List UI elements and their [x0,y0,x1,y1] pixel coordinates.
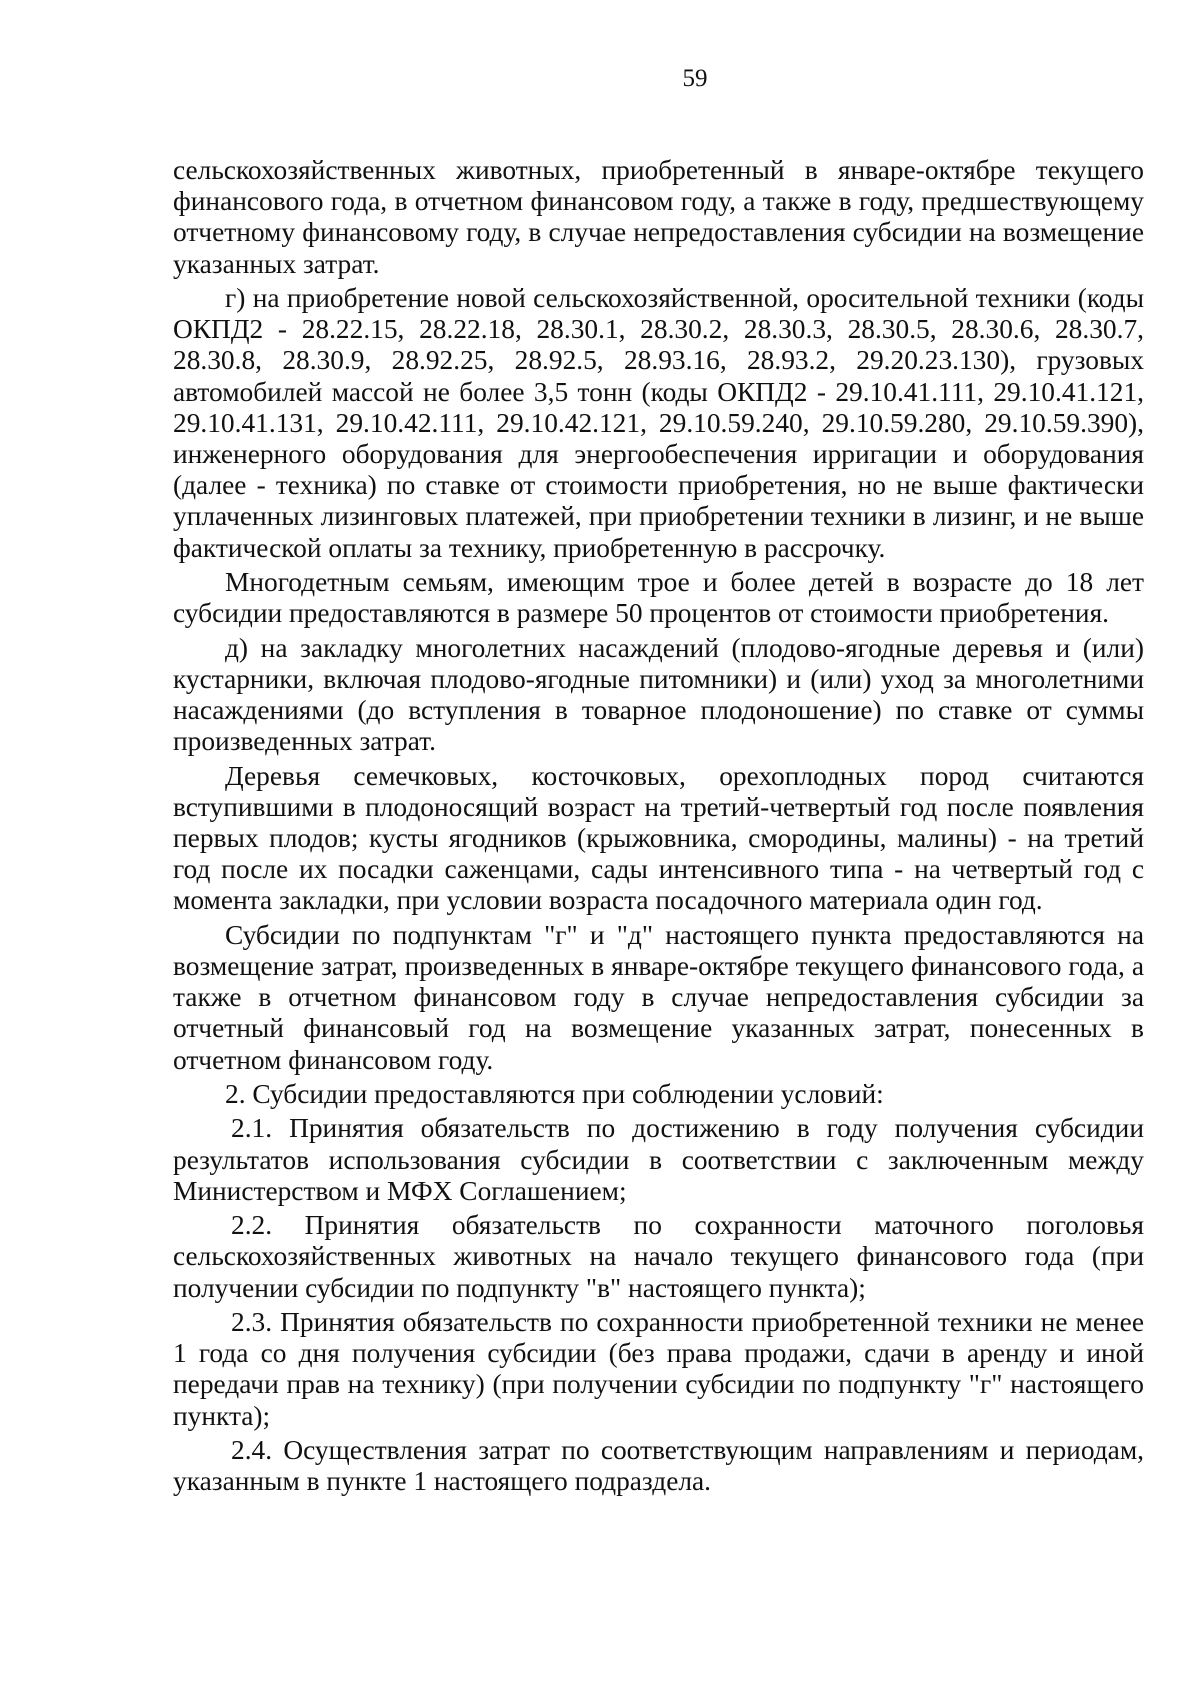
paragraph-fruit-trees: Деревья семечковых, косточковых, орехоплодных пород считаются вступившими в плодоносящий возраст на третий-четвертый год после появления первых плодов; кусты ягодников (крыжовника, смородины, малины) - на третий год после их посадки саженцами, сады интенсивного типа - на четвертый год с момента закладки, при условии возраста посадочного материала один год. [173,760,1144,916]
paragraph-continuation: сельскохозяйственных животных, приобретенный в январе-октябре текущего финансового года, в отчетном финансовом году, а также в году, предшествующему отчетному финансовому году, в случае непредоставления субсидии на возмещение указанных затрат. [173,155,1144,279]
paragraph-large-families: Многодетным семьям, имеющим трое и более детей в возрасте до 18 лет субсидии предоставляются в размере 50 процентов от стоимости приобретения. [173,567,1144,629]
document-body [173,155,1144,1501]
paragraph-item-2-2: 2.2. Принятия обязательств по сохранности маточного поголовья сельскохозяйственных животных на начало текущего финансового года (при получении субсидии по подпункту "в" настоящего пункта); [173,1210,1144,1303]
paragraph-subitem-d: д) на закладку многолетних насаждений (плодово-ягодные деревья и (или) кустарники, включая плодово-ягодные питомники) и (или) уход за многолетними насаждениями (до вступления в товарное плодоношение) по ставке от суммы произведенных затрат. [173,632,1144,757]
paragraph-item-2-4: 2.4. Осуществления затрат по соответствующим направлениям и периодам, указанным в пункте 1 настоящего подраздела. [173,1435,1144,1497]
page-number-text: 59 [682,65,708,92]
paragraph-item-2: 2. Субсидии предоставляются при соблюдении условий: [225,1079,884,1110]
page-number [0,64,1200,94]
paragraph-item-2-3: 2.3. Принятия обязательств по сохранности приобретенной техники не менее 1 года со дня получения субсидии (без права продажи, сдачи в аренду и иной передачи прав на технику) (при получении субсидии по подпункту "г" настоящего пункта); [173,1307,1144,1431]
paragraph-subitem-g: г) на приобретение новой сельскохозяйственной, оросительной техники (коды ОКПД2 - 28.22.15, 28.22.18, 28.30.1, 28.30.2, 28.30.3, 28.30.5, 28.30.6, 28.30.7, 28.30.8, 28.30.9, 28.92.25, 28.92.5, 28.93.16, 28.93.2, 29.20.23.130), грузовых автомобилей массой не более 3,5 тонн (коды ОКПД2 - 29.10.41.111, 29.10.41.121, 29.10.41.131, 29.10.42.111, 29.10.42.121, 29.10.59.240, 29.10.59.280, 29.10.59.390), инженерного оборудования для энергообеспечения ирригации и оборудования (далее - техника) по ставке от стоимости приобретения, но не выше фактически уплаченных лизинговых платежей, при приобретении техники в лизинг, и не выше фактической оплаты за технику, приобретенную в рассрочку. [173,283,1144,563]
paragraph-item-2-1: 2.1. Принятия обязательств по достижению в году получения субсидии результатов использования субсидии в соответствии с заключенным между Министерством и МФХ Соглашением; [173,1113,1144,1206]
paragraph-subsidies-g-d: Субсидии по подпунктам "г" и "д" настоящего пункта предоставляются на возмещение затрат, произведенных в январе-октябре текущего финансового года, а также в отчетном финансовом году в случае непредоставления субсидии за отчетный финансовый год на возмещение указанных затрат, понесенных в отчетном финансовом году. [173,919,1144,1075]
